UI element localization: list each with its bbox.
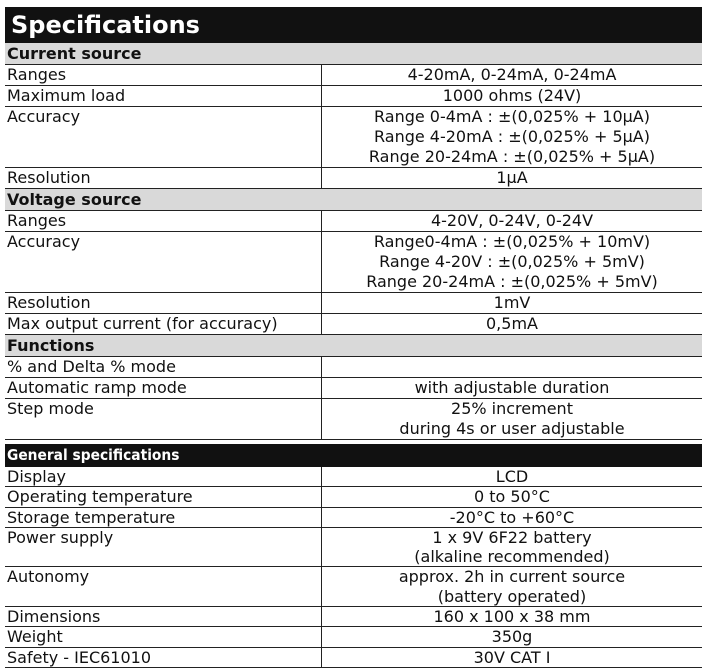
spec-label-text: Storage temperature [7,507,176,527]
section [5,335,702,440]
spec-row [5,86,702,107]
spec-value-line: (battery operated) [437,586,587,606]
spec-value-line: 0,5mA [486,314,538,333]
spec-row [5,314,702,335]
spec-value [322,211,702,231]
section [5,444,702,668]
spec-label-text: Operating temperature [7,487,193,507]
spec-row [5,528,702,568]
section-heading [5,335,702,357]
spec-label-text: Accuracy [7,232,81,251]
spec-value [322,487,702,506]
spec-row [5,508,702,528]
spec-label [5,86,322,106]
spec-label-text: Max output current (for accuracy) [7,314,278,333]
spec-label [5,211,322,231]
spec-label [5,357,322,377]
spec-row [5,487,702,507]
spec-row [5,211,702,232]
spec-value [322,627,702,646]
spec-value [322,508,702,527]
spec-label [5,107,322,167]
spec-value [322,314,702,334]
spec-label [5,399,322,439]
spec-value-line: -20°C to +60°C [449,507,575,527]
spec-value [322,65,702,85]
spec-value [322,399,702,439]
spec-label-text: Autonomy [7,567,90,587]
section [5,43,702,189]
spec-value [322,86,702,106]
spec-value-line: Range 4-20V : ±(0,025% + 5mV) [379,252,645,271]
spec-label [5,627,322,646]
spec-value [322,107,702,167]
spec-value-line: Range 0-4mA : ±(0,025% + 10µA) [374,107,650,126]
section-heading [5,43,702,65]
spec-value-line: Range 4-20mA : ±(0,025% + 5µA) [374,127,650,146]
spec-row [5,65,702,86]
spec-label [5,528,322,567]
spec-label-text: Display [7,467,66,486]
spec-value [322,528,702,567]
spec-value-line: 350g [491,627,533,647]
spec-value-line: 0 to 50°C [474,487,550,507]
spec-label [5,508,322,527]
spec-label-text: Resolution [7,293,91,312]
spec-value [322,567,702,606]
spec-value [322,648,702,667]
spec-row [5,399,702,440]
spec-sections [5,43,702,668]
spec-value-line: with adjustable duration [414,378,610,397]
spec-label [5,567,322,606]
spec-label [5,65,322,85]
spec-label-text: Dimensions [7,607,101,627]
spec-value [322,232,702,292]
spec-sheet [5,7,702,668]
spec-value-line: 1000 ohms (24V) [442,86,582,105]
spec-label [5,378,322,398]
spec-row [5,357,702,378]
spec-row [5,293,702,314]
spec-label [5,467,322,486]
section [5,189,702,335]
spec-value-line: 30V CAT I [473,647,551,667]
spec-label-text: Step mode [7,399,94,418]
section-heading-text: General specifications [7,446,180,464]
spec-label-text: Maximum load [7,86,126,105]
spec-row [5,107,702,168]
spec-value-line: LCD [495,467,529,486]
spec-value-line: 4-20V, 0-24V, 0-24V [430,211,594,230]
spec-value [322,607,702,626]
spec-value-line: 1µA [496,168,528,187]
spec-label-text: Ranges [7,211,67,230]
spec-value-line: Range0-4mA : ±(0,025% + 10mV) [373,232,651,251]
spec-value-line: during 4s or user adjustable [399,419,625,438]
spec-value-line: (alkaline recommended) [414,547,610,567]
spec-value-line: 4-20mA, 0-24mA, 0-24mA [407,65,617,84]
spec-value-line: 1 x 9V 6F22 battery [432,527,592,547]
spec-value [322,357,702,377]
spec-label [5,607,322,626]
section-heading-text: Functions [7,336,95,355]
spec-label-text: Weight [7,627,63,647]
spec-value-line: approx. 2h in current source [398,567,626,587]
spec-row [5,627,702,647]
spec-value-line: 160 x 100 x 38 mm [433,607,591,627]
spec-value [322,293,702,313]
spec-value-line: Range 20-24mA : ±(0,025% + 5µA) [368,147,656,166]
spec-label [5,293,322,313]
spec-label-text: Accuracy [7,107,81,126]
spec-label-text: Resolution [7,168,91,187]
spec-label [5,232,322,292]
spec-row [5,378,702,399]
spec-row [5,607,702,627]
page-title: Specifications [5,7,702,43]
spec-value-line: Range 20-24mA : ±(0,025% + 5mV) [366,272,658,291]
section-heading-text: Voltage source [7,190,142,209]
spec-row [5,648,702,668]
spec-label-text: Automatic ramp mode [7,378,187,397]
spec-label-text: Power supply [7,527,114,547]
spec-label-text: Safety - IEC61010 [7,647,152,667]
section-heading-text: Current source [7,44,142,63]
spec-label-text: Ranges [7,65,67,84]
spec-label [5,314,322,334]
spec-row [5,168,702,189]
spec-row [5,467,702,487]
section-heading [5,444,702,467]
spec-value-line [322,357,702,377]
spec-value-line: 25% increment [451,399,573,418]
section-heading [5,189,702,211]
spec-label-text: % and Delta % mode [7,357,176,376]
spec-value-line: 1mV [493,293,531,312]
spec-label [5,487,322,506]
spec-label [5,168,322,188]
spec-value [322,168,702,188]
spec-value [322,467,702,486]
spec-row [5,232,702,293]
spec-value [322,378,702,398]
spec-row [5,567,702,607]
spec-label [5,648,322,667]
